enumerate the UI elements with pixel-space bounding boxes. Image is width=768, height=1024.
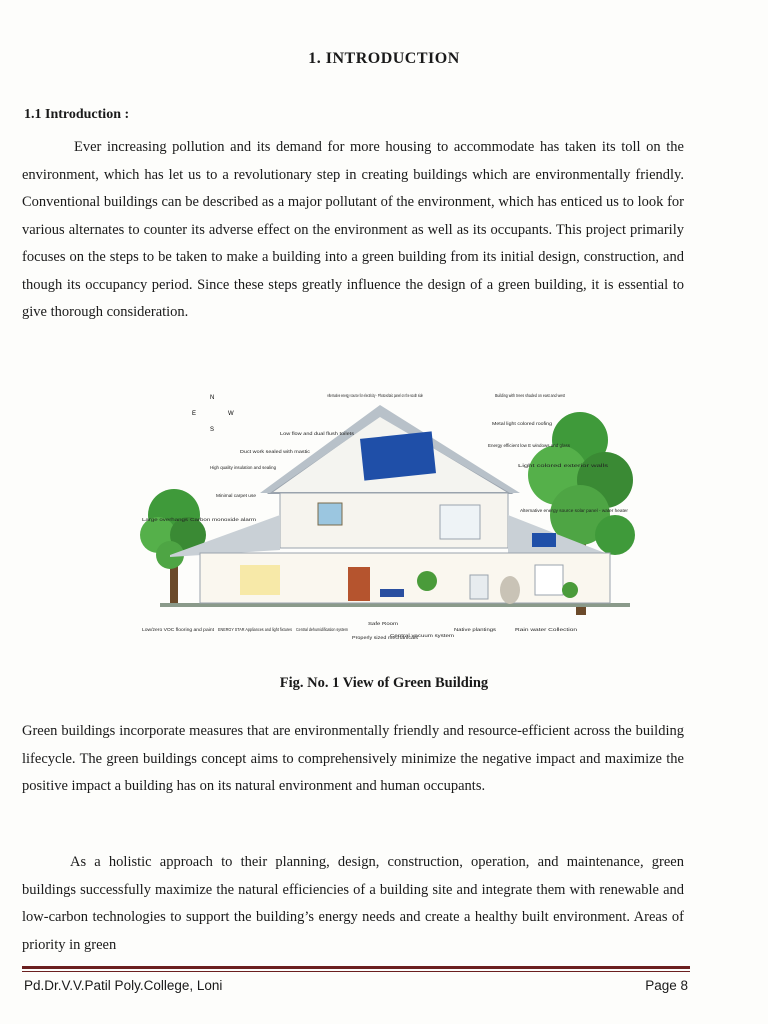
label-carpet: Minimal carpet use (216, 493, 257, 498)
label-low-flow: Low flow and dual flush toilets (280, 431, 355, 436)
chapter-title: 1. INTRODUCTION (308, 50, 460, 67)
section-heading: 1.1 Introduction : (24, 107, 130, 122)
label-co-alarm: Carbon monoxide alarm (190, 517, 257, 522)
page-number: Page 8 (645, 978, 688, 993)
label-metal-roof: Metal light colored roofing (492, 421, 553, 426)
svg-text:E: E (192, 411, 197, 417)
label-light-walls: Light colored exterior walls (518, 463, 610, 468)
paragraph-1: Ever increasing pollution and its demand for more housing to accommodate has taken its toll on the environment, which has let us to a revolutionary step in creating buildings which are environmentally friendly. Conventional buildings can be described as a major pollutant of the environment, which has enticed us to look for various alternates to counter its adverse effect on the environment as well as its occupants. This project primarily focuses on the steps to be taken to make a building into a green building from its initial design, construction, and though its occupancy period. Since these steps greatly influence the design of a green building, it is essential to give thorough consideration. (22, 139, 684, 320)
footer-rule (22, 966, 690, 969)
label-safe-room: Safe Room (368, 621, 399, 626)
green-building-figure (140, 385, 640, 657)
house-illustration (170, 405, 610, 604)
label-energy-star: ENERGY STAR Appliances and light fixtures (218, 627, 293, 632)
label-solar-water: Alternative energy source solar panel - water heater (520, 508, 629, 513)
footer-college-name: Pd.Dr.V.V.Patil Poly.College, Loni (24, 978, 223, 993)
label-energy-windows: Energy efficient low E windows and glass (488, 443, 571, 448)
label-native: Native plantings (454, 627, 497, 632)
label-dehumid: Central dehumidification system (296, 627, 349, 632)
figure-caption: Fig. No. 1 View of Green Building (279, 675, 489, 691)
label-overhangs: Large overhangs (142, 517, 189, 522)
label-alt-energy-pv: Alternative energy source for electricity - Photovoltaic panel on the south side (327, 393, 424, 398)
paragraph-2: Green buildings incorporate measures that are environmentally friendly and resource-efficient across the building lifecycle. The green buildings concept aims to comprehensively minimize the negative impact and maximize the positive impact a building has on its natural environment and human occupants. (22, 723, 684, 794)
compass-icon (192, 395, 234, 433)
label-voc: Low/zero VOC flooring and paint (142, 627, 215, 632)
label-vacuum: Central vacuum system (390, 633, 455, 638)
footer-rule-thin (22, 971, 690, 972)
label-rain: Rain water Collection (515, 627, 578, 632)
svg-text:S: S (210, 427, 215, 433)
paragraph-3: As a holistic approach to their planning, design, construction, operation, and maintenance, green buildings successfully maximize the natural efficiencies of a building site and integrate them with renewable and low-carbon technologies to support the building’s energy needs and create a healthy built environment. Areas of priority in green (22, 854, 684, 953)
label-trees-shade: Building with trees shaded on east and west (495, 393, 566, 398)
svg-text:W: W (228, 411, 234, 417)
svg-text:N: N (210, 395, 215, 401)
label-insulation: High quality insulation and sealing (210, 465, 277, 470)
label-mechanicals: Properly sized mechanicals (352, 635, 419, 640)
label-duct-sealed: Duct work sealed with mastic (240, 449, 311, 454)
